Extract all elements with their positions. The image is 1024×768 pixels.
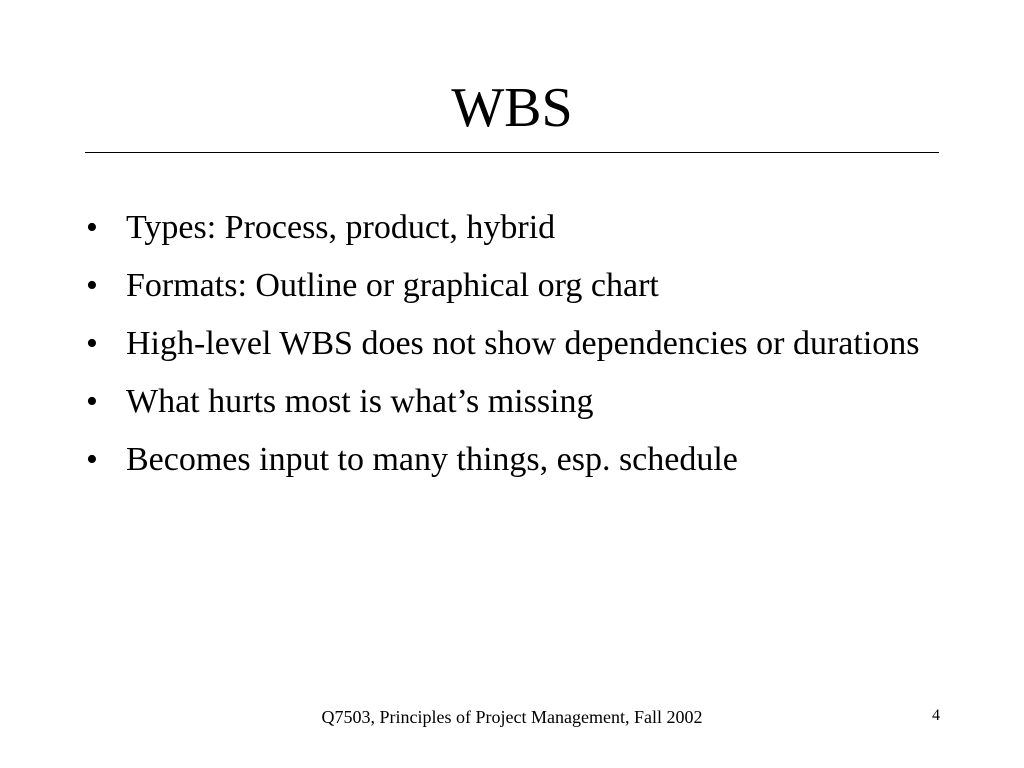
bullet-text: What hurts most is what’s missing (126, 383, 594, 420)
bullet-list (85, 204, 945, 494)
list-item (85, 378, 945, 425)
list-item (85, 262, 945, 309)
bullet-icon: • (86, 325, 98, 362)
list-item (85, 320, 945, 367)
bullet-text: Types: Process, product, hybrid (126, 209, 556, 246)
slide-footer: Q7503, Principles of Project Management, Fall 2002 (321, 707, 703, 727)
list-item (85, 436, 945, 483)
bullet-text: High-level WBS does not show dependencies or durations (126, 325, 920, 362)
bullet-text: Formats: Outline or graphical org chart (126, 267, 659, 304)
bullet-text: Becomes input to many things, esp. schedule (126, 441, 738, 478)
bullet-icon: • (86, 441, 98, 478)
slide-title: WBS (451, 77, 573, 139)
bullet-icon: • (86, 267, 98, 304)
title-divider (85, 152, 939, 153)
bullet-icon: • (86, 209, 98, 246)
bullet-icon: • (86, 383, 98, 420)
page-number: 4 (932, 707, 940, 724)
list-item (85, 204, 945, 251)
